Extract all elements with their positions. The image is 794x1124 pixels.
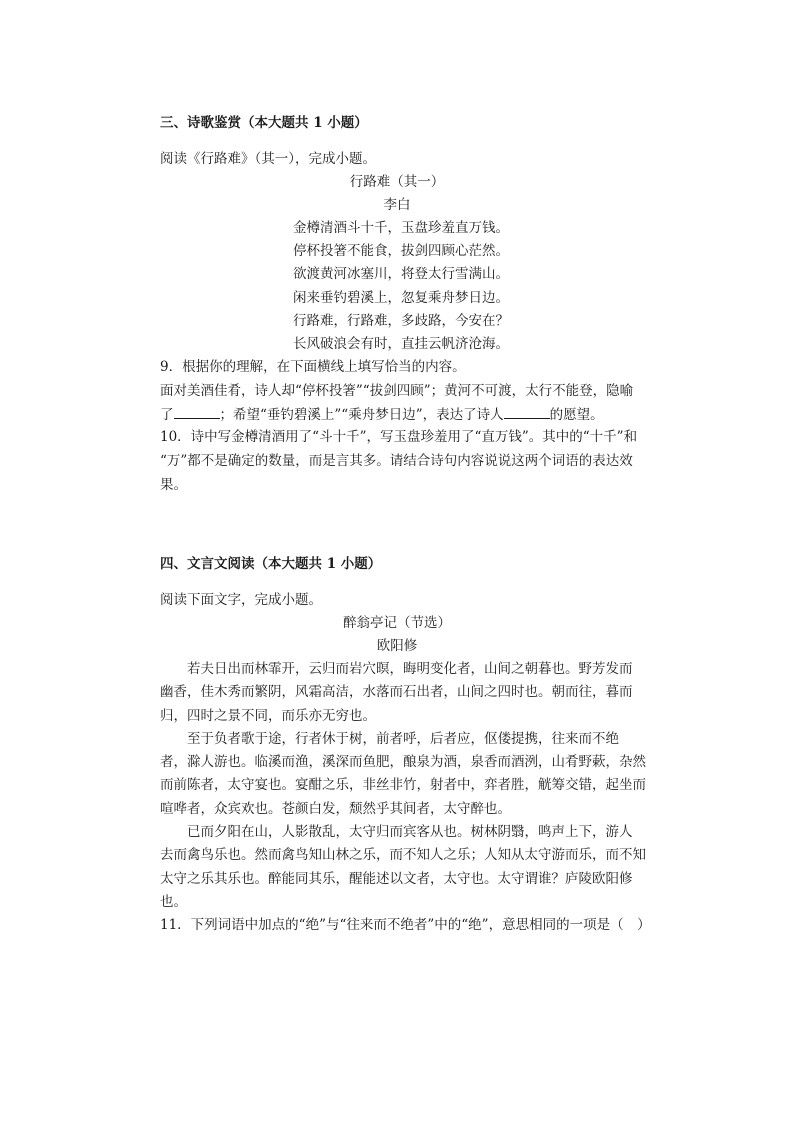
passage-line: 去而禽鸟乐也。然而禽鸟知山林之乐，而不知人之乐；人知从太守游而乐，而不知 — [160, 847, 646, 863]
poem-line: 行路难，行路难，多歧路，今安在？ — [293, 313, 509, 329]
passage-line: 也。 — [160, 894, 187, 910]
poem-author: 李白 — [383, 197, 411, 213]
question-9-text: 的愿望。 — [549, 407, 604, 423]
passage-line: 幽香，佳木秀而繁阴，风霜高洁，水落而石出者，山间之四时也。朝而往，暮而 — [160, 684, 633, 700]
section-4-instruction: 阅读下面文字，完成小题。 — [160, 592, 322, 608]
passage-line: 者，滁人游也。临溪而渔，溪深而鱼肥，酿泉为酒，泉香而酒洌，山肴野蔌，杂然 — [160, 754, 646, 770]
answer-blank-2[interactable] — [504, 406, 550, 419]
question-9-prompt: 9．根据你的理解，在下面横线上填写恰当的内容。 — [160, 359, 466, 375]
passage-line: 若夫日出而林霏开，云归而岩穴暝，晦明变化者，山间之朝暮也。野芳发而 — [187, 661, 633, 677]
section-3-heading: 三、诗歌鉴赏（本大题共 1 小题） — [160, 115, 368, 131]
poem-line: 欲渡黄河冰塞川，将登太行雪满山。 — [293, 266, 509, 282]
question-9-fill-line — [160, 406, 604, 423]
question-9-text: 了 — [160, 407, 174, 423]
poem-line: 长风破浪会有时，直挂云帆济沧海。 — [293, 336, 509, 352]
question-10-line: “万”都不是确定的数量，而是言其多。请结合诗句内容说说这两个词语的表达效 — [160, 453, 633, 469]
section-3-instruction: 阅读《行路难》（其一），完成小题。 — [160, 151, 376, 167]
poem-title: 行路难（其一） — [349, 174, 445, 190]
passage-line: 已而夕阳在山，人影散乱，太守归而宾客从也。树林阴翳，鸣声上下，游人 — [187, 824, 633, 840]
answer-blank-1[interactable] — [174, 406, 220, 419]
passage-line: 至于负者歌于途，行者休于树，前者呼，后者应，伛偻提携，往来而不绝 — [187, 731, 619, 747]
passage-line: 归，四时之景不同，而乐亦无穷也。 — [160, 708, 376, 724]
passage-title: 醉翁亭记（节选） — [343, 615, 451, 631]
passage-author: 欧阳修 — [376, 638, 418, 654]
question-9-text: ；希望“垂钓碧溪上”“乘舟梦日边”，表达了诗人 — [219, 407, 504, 423]
question-10-line: 10．诗中写金樽清酒用了“斗十千”，写玉盘珍羞用了“直万钱”。其中的“十千”和 — [160, 429, 638, 445]
question-9-line: 面对美酒佳肴，诗人却“停杯投箸”“拔剑四顾”；黄河不可渡，太行不能登，隐喻 — [160, 383, 634, 399]
passage-line: 太守之乐其乐也。醉能同其乐，醒能述以文者，太守也。太守谓谁？庐陵欧阳修 — [160, 871, 633, 887]
poem-line: 闲来垂钓碧溪上，忽复乘舟梦日边。 — [293, 290, 509, 306]
poem-line: 金樽清酒斗十千，玉盘珍羞直万钱。 — [293, 220, 509, 236]
section-4-heading: 四、文言文阅读（本大题共 1 小题） — [160, 556, 382, 572]
question-11-prompt: 11．下列词语中加点的“绝”与“往来而不绝者”中的“绝”，意思相同的一项是（ ） — [160, 917, 651, 933]
passage-line: 喧哗者，众宾欢也。苍颜白发，颓然乎其间者，太守醉也。 — [160, 801, 511, 817]
question-10-line: 果。 — [160, 477, 187, 493]
poem-line: 停杯投箸不能食，拔剑四顾心茫然。 — [293, 243, 509, 259]
passage-line: 而前陈者，太守宴也。宴酣之乐，非丝非竹，射者中，弈者胜，觥筹交错，起坐而 — [160, 777, 646, 793]
